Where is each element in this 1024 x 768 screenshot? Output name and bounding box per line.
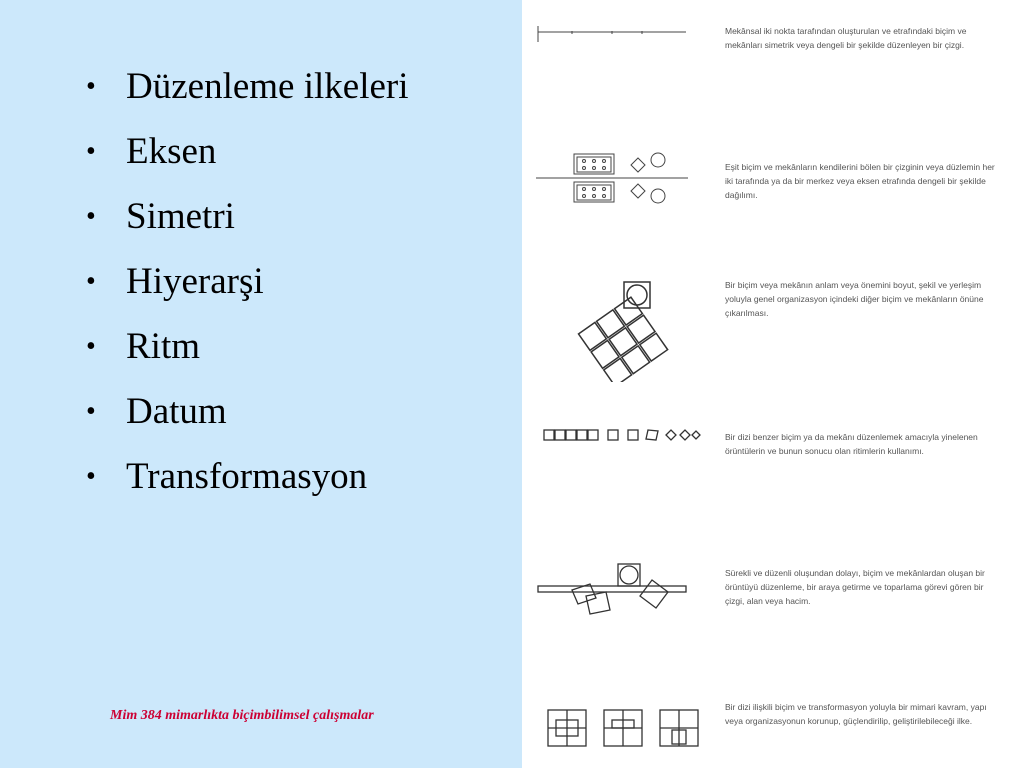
transformasyon-diagram [532,706,702,750]
bullet-item-eksen [86,131,506,172]
bullet-text: Transformasyon [126,456,368,497]
eksen-description: Mekânsal iki nokta tarafından oluşturulan ve etrafındaki biçim ve mekânları simetrik veya dengeli bir şekilde düzenleyen bir çizgi. [725,26,967,50]
datum-description: Sürekli ve düzenli oluşundan dolayı, biçim ve mekânlardan oluşan bir örüntüyü düzenleme, bir araya getirme ve toparlama görevi gören bir çizgi, alan veya hacim. [725,568,985,606]
bullet-text: Ritm [126,326,201,367]
simetri-description: Eşit biçim ve mekânların kendilerini bölen bir çizginin veya düzlemin her iki tarafında ya da bir merkez veya eksen etrafında dengeli bir şekilde dağılımı. [725,162,995,200]
hiyerarsi-description: Bir biçim veya mekânın anlam veya önemini boyut, şekil ve yerleşim yoluyla genel organizasyon içindeki diğer biçim ve mekânların önüne çıkarılması. [725,280,984,318]
bullet-item-duzenleme [86,66,506,107]
bullet-text: Simetri [126,196,235,237]
bullet-text: Datum [126,391,227,432]
ritm-diagram [532,426,702,446]
bullet-item-datum [86,391,506,432]
right-panel [522,0,1024,768]
bullet-dot: • [86,461,96,492]
bullet-text: Düzenleme ilkeleri [126,66,409,107]
bullet-text: Hiyerarşi [126,261,264,302]
simetri-diagram [532,148,692,208]
datum-diagram [532,558,692,618]
bullet-item-transformasyon [86,456,506,497]
ritm-description: Bir dizi benzer biçim ya da mekânı düzenlemek amacıyla yinelenen örüntülerin ve bunun sonucu olan ritimlerin kullanımı. [725,432,978,456]
bullet-dot: • [86,136,96,167]
bullet-item-simetri [86,196,506,237]
bullet-dot: • [86,396,96,427]
eksen-diagram [532,22,692,48]
bullet-dot: • [86,266,96,297]
bullet-dot: • [86,201,96,232]
bullet-text: Eksen [126,131,217,172]
hiyerarsi-diagram [532,278,692,382]
bullet-item-hiyerarsi [86,261,506,302]
transformasyon-description: Bir dizi ilişkili biçim ve transformasyon yoluyla bir mimari kavram, yapı veya organizasyonun korunup, güçlendirilip, geliştirilebileceği ilke. [725,702,987,726]
bullet-dot: • [86,71,96,102]
bullet-list [86,66,506,521]
footer-caption: Mim 384 mimarlıkta biçimbilimsel çalışmalar [110,708,374,723]
bullet-dot: • [86,331,96,362]
bullet-item-ritm [86,326,506,367]
